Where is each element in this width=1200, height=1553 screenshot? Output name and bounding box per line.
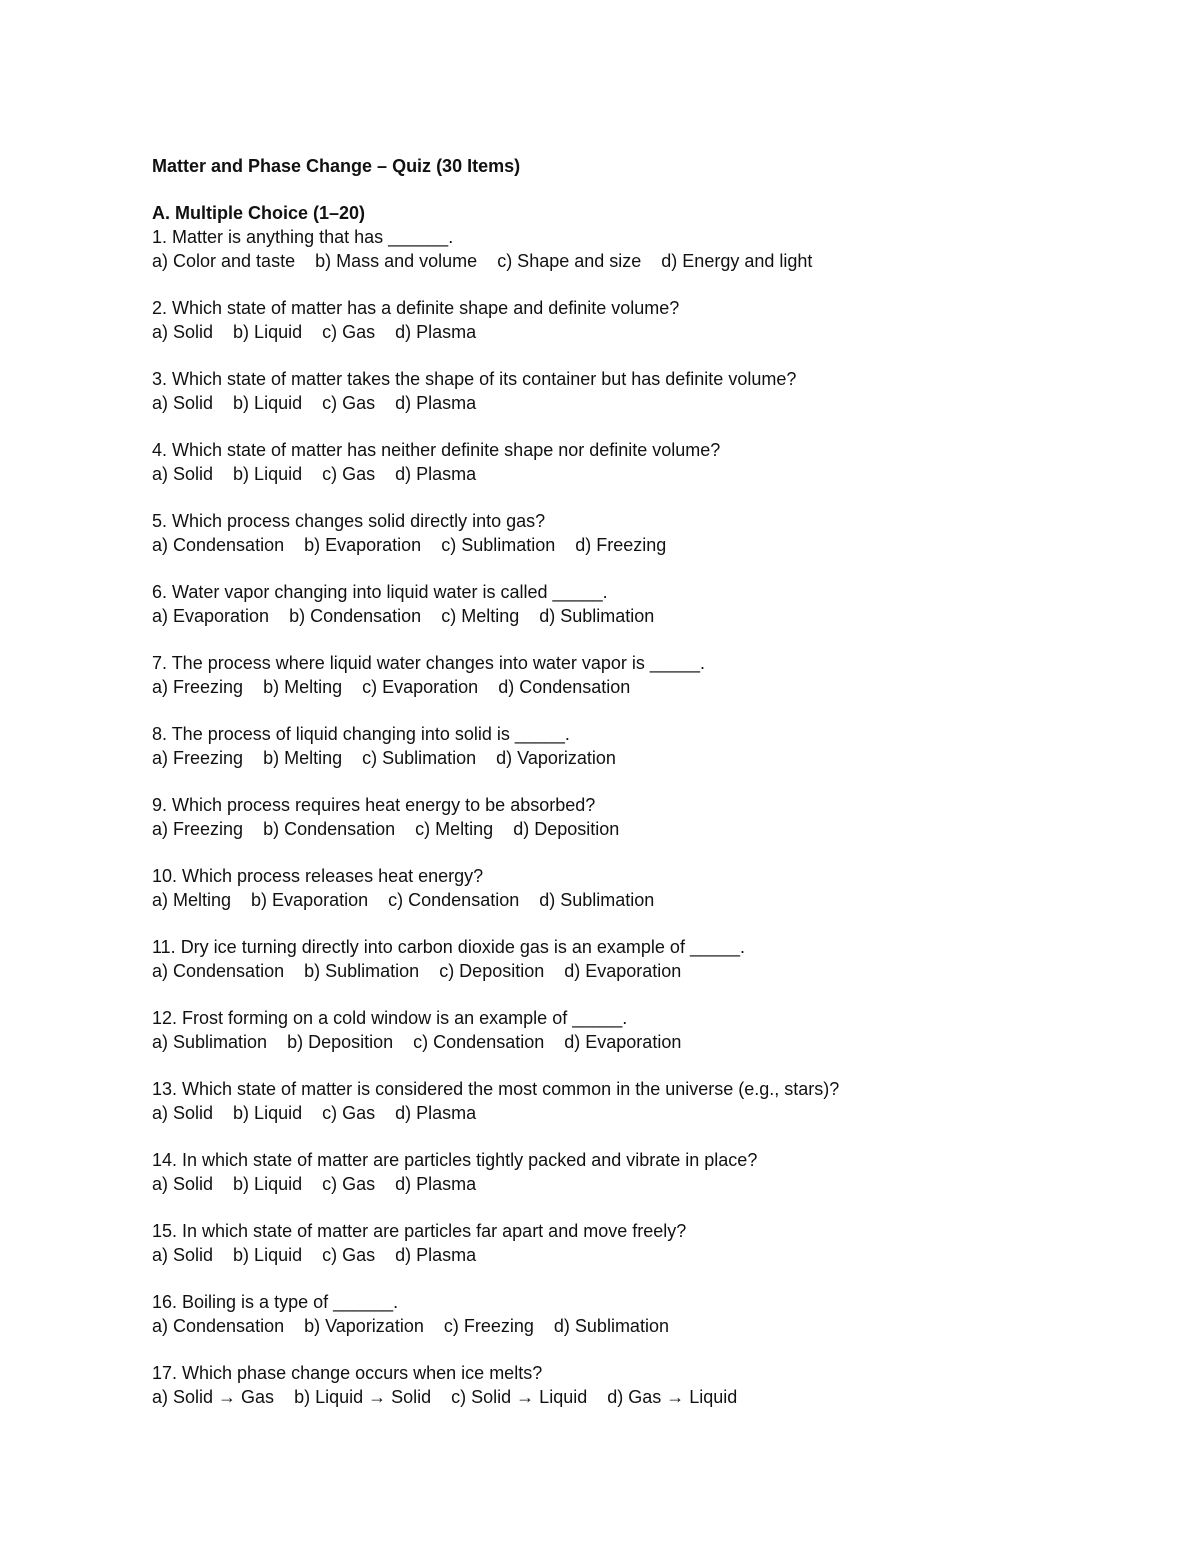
question-text: 11. Dry ice turning directly into carbon dioxide gas is an example of _____. [152, 937, 745, 957]
question-text: 7. The process where liquid water changes into water vapor is _____. [152, 653, 705, 673]
option-b: b) Melting [263, 677, 343, 697]
answer-options [152, 462, 1132, 486]
option-b: b) Liquid [233, 1103, 303, 1123]
option-b: b) Deposition [287, 1032, 394, 1052]
option-d: d) Plasma [395, 393, 477, 413]
question-text: 10. Which process releases heat energy? [152, 866, 484, 886]
option-c: c) Gas [322, 322, 376, 342]
option-a: a) Color and taste [152, 251, 296, 271]
option-b: b) Liquid [233, 1245, 303, 1265]
answer-options [152, 249, 1132, 273]
option-d: d) Plasma [395, 1245, 477, 1265]
question-item [152, 509, 1132, 557]
option-d: d) Sublimation [539, 890, 655, 910]
question-item [152, 1148, 1132, 1196]
question-item [152, 935, 1132, 983]
option-a: a) Freezing [152, 819, 244, 839]
option-b: b) Melting [263, 748, 343, 768]
answer-options [152, 604, 1132, 628]
question-item [152, 296, 1132, 344]
question-text: 17. Which phase change occurs when ice melts? [152, 1363, 543, 1383]
option-a: a) Solid [152, 1174, 214, 1194]
option-c: c) Gas [322, 1103, 376, 1123]
option-b: b) Liquid [233, 464, 303, 484]
question-text: 4. Which state of matter has neither definite shape nor definite volume? [152, 440, 721, 460]
option-c: c) Condensation [413, 1032, 545, 1052]
question-item [152, 438, 1132, 486]
answer-options [152, 817, 1132, 841]
option-a: a) Solid [152, 393, 214, 413]
answer-options [152, 1243, 1132, 1267]
answer-options [152, 675, 1132, 699]
option-d: d) Freezing [575, 535, 667, 555]
option-c: c) Shape and size [497, 251, 642, 271]
question-text: 14. In which state of matter are particles tightly packed and vibrate in place? [152, 1150, 758, 1170]
option-d: d) Gas → Liquid [607, 1387, 738, 1407]
option-d: d) Evaporation [564, 961, 682, 981]
question-text: 3. Which state of matter takes the shape of its container but has definite volume? [152, 369, 797, 389]
option-d: d) Sublimation [539, 606, 655, 626]
section-a-heading: A. Multiple Choice (1–20) [152, 203, 366, 223]
answer-options [152, 1314, 1132, 1338]
question-list [152, 225, 1132, 1409]
question-item [152, 722, 1132, 770]
option-d: d) Plasma [395, 322, 477, 342]
answer-options [152, 533, 1132, 557]
option-c: c) Evaporation [362, 677, 479, 697]
question-item [152, 580, 1132, 628]
answer-options [152, 888, 1132, 912]
option-c: c) Condensation [388, 890, 520, 910]
option-b: b) Liquid [233, 1174, 303, 1194]
option-c: c) Sublimation [441, 535, 556, 555]
option-d: d) Condensation [498, 677, 631, 697]
question-text: 12. Frost forming on a cold window is an example of _____. [152, 1008, 628, 1028]
question-text: 13. Which state of matter is considered the most common in the universe (e.g., stars)? [152, 1079, 840, 1099]
option-a: a) Freezing [152, 677, 244, 697]
option-d: d) Sublimation [553, 1316, 669, 1336]
option-b: b) Liquid [233, 322, 303, 342]
option-c: c) Gas [322, 1174, 376, 1194]
question-text: 2. Which state of matter has a definite shape and definite volume? [152, 298, 680, 318]
document-page [152, 154, 1132, 1432]
option-b: b) Vaporization [304, 1316, 424, 1336]
option-b: b) Condensation [289, 606, 422, 626]
answer-options [152, 320, 1132, 344]
option-a: a) Solid [152, 1245, 214, 1265]
question-item [152, 367, 1132, 415]
option-b: b) Evaporation [251, 890, 369, 910]
question-item [152, 793, 1132, 841]
document-title: Matter and Phase Change – Quiz (30 Items) [152, 156, 521, 176]
question-text: 15. In which state of matter are particles far apart and move freely? [152, 1221, 687, 1241]
answer-options [152, 391, 1132, 415]
option-c: c) Sublimation [362, 748, 477, 768]
option-a: a) Solid [152, 464, 214, 484]
answer-options [152, 1172, 1132, 1196]
question-text: 9. Which process requires heat energy to be absorbed? [152, 795, 596, 815]
option-c: c) Gas [322, 464, 376, 484]
option-a: a) Solid [152, 322, 214, 342]
question-item [152, 864, 1132, 912]
option-c: c) Deposition [439, 961, 545, 981]
option-c: c) Gas [322, 1245, 376, 1265]
option-a: a) Solid [152, 1103, 214, 1123]
option-c: c) Gas [322, 393, 376, 413]
question-text: 5. Which process changes solid directly into gas? [152, 511, 546, 531]
option-c: c) Freezing [443, 1316, 534, 1336]
option-d: d) Plasma [395, 464, 477, 484]
answer-options [152, 1101, 1132, 1125]
question-text: 16. Boiling is a type of ______. [152, 1292, 399, 1312]
option-d: d) Vaporization [496, 748, 616, 768]
question-item [152, 1361, 1132, 1409]
answer-options [152, 959, 1132, 983]
question-item [152, 651, 1132, 699]
question-text: 6. Water vapor changing into liquid water is called _____. [152, 582, 608, 602]
option-a: a) Evaporation [152, 606, 270, 626]
option-d: d) Plasma [395, 1103, 477, 1123]
option-b: b) Liquid [233, 393, 303, 413]
question-text: 1. Matter is anything that has ______. [152, 227, 454, 247]
option-a: a) Condensation [152, 961, 285, 981]
option-d: d) Plasma [395, 1174, 477, 1194]
question-item [152, 225, 1132, 273]
question-item [152, 1077, 1132, 1125]
option-b: b) Condensation [263, 819, 396, 839]
question-text: 8. The process of liquid changing into solid is _____. [152, 724, 570, 744]
answer-options [152, 746, 1132, 770]
answer-options [152, 1385, 1132, 1409]
option-c: c) Melting [441, 606, 520, 626]
option-c: c) Solid → Liquid [451, 1387, 588, 1407]
answer-options [152, 1030, 1132, 1054]
question-item [152, 1006, 1132, 1054]
option-d: d) Evaporation [564, 1032, 682, 1052]
option-b: b) Sublimation [304, 961, 420, 981]
option-a: a) Melting [152, 890, 232, 910]
option-d: d) Energy and light [661, 251, 813, 271]
option-a: a) Freezing [152, 748, 244, 768]
option-b: b) Mass and volume [315, 251, 478, 271]
option-a: a) Solid → Gas [152, 1387, 275, 1407]
option-b: b) Evaporation [304, 535, 422, 555]
option-b: b) Liquid → Solid [294, 1387, 432, 1407]
question-item [152, 1290, 1132, 1338]
option-a: a) Condensation [152, 535, 285, 555]
question-item [152, 1219, 1132, 1267]
option-a: a) Sublimation [152, 1032, 268, 1052]
option-a: a) Condensation [152, 1316, 285, 1336]
option-d: d) Deposition [513, 819, 620, 839]
option-c: c) Melting [415, 819, 494, 839]
